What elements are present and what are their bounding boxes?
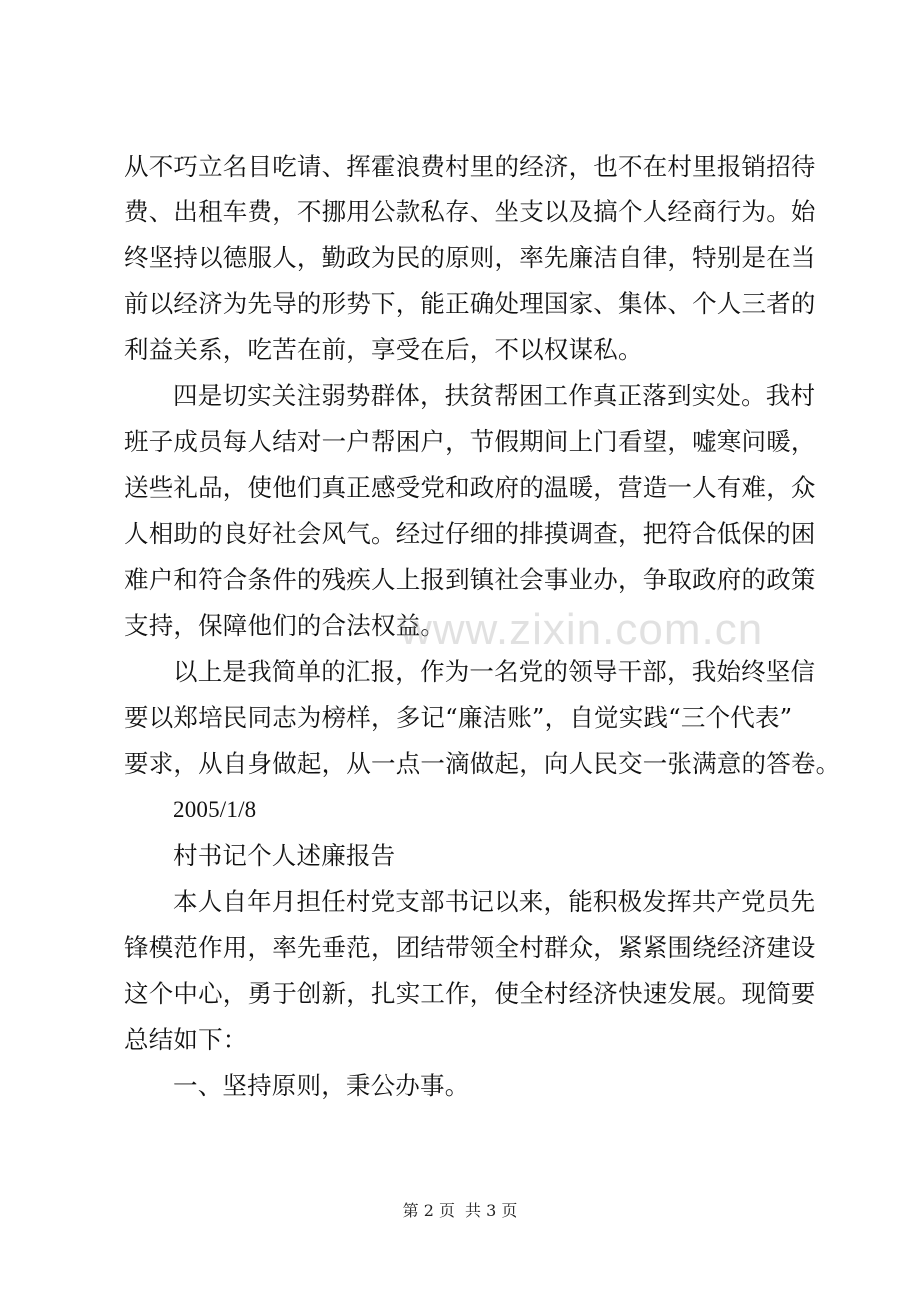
page-footer <box>0 1200 920 1222</box>
text-line: 班子成员每人结对一户帮困户，节假期间上门看望，嘘寒问暖， <box>124 427 816 456</box>
date-line: 2005/1/8 <box>173 797 257 822</box>
report-title: 村书记个人述廉报告 <box>173 841 396 870</box>
paragraph-start-line: 以上是我简单的汇报，作为一名党的领导干部，我始终坚信 <box>173 657 816 686</box>
text-line: 费、出租车费，不挪用公款私存、坐支以及搞个人经商行为。始 <box>124 197 816 226</box>
paragraph-start-line: 四是切实关注弱势群体，扶贫帮困工作真正落到实处。我村 <box>173 381 816 410</box>
text-line: 总结如下： <box>124 1025 248 1054</box>
text-line: 送些礼品，使他们真正感受党和政府的温暖，营造一人有难，众 <box>124 473 816 502</box>
text-line: 难户和符合条件的残疾人上报到镇社会事业办，争取政府的政策 <box>124 565 816 594</box>
watermark: www.zixin.com.cn <box>400 605 764 654</box>
text-line: 支持，保障他们的合法权益。 <box>124 611 446 640</box>
text-line: 要以郑培民同志为榜样，多记“廉洁账”，自觉实践“三个代表” <box>124 703 793 732</box>
text-line: 锋模范作用，率先垂范，团结带领全村群众，紧紧围绕经济建设 <box>124 933 816 962</box>
text-line: 从不巧立名目吃请、挥霍浪费村里的经济，也不在村里报销招待 <box>124 152 816 181</box>
text-line: 终坚持以德服人，勤政为民的原则，率先廉洁自律，特别是在当 <box>124 243 816 272</box>
section-heading: 一、坚持原则，秉公办事。 <box>173 1071 470 1100</box>
text-line: 利益关系，吃苦在前，享受在后，不以权谋私。 <box>124 335 643 364</box>
text-line: 人相助的良好社会风气。经过仔细的排摸调查，把符合低保的困 <box>124 519 816 548</box>
text-line: 前以经济为先导的形势下，能正确处理国家、集体、个人三者的 <box>124 289 816 318</box>
text-line: 这个中心，勇于创新，扎实工作，使全村经济快速发展。现简要 <box>124 979 816 1008</box>
paragraph-start-line: 本人自年月担任村党支部书记以来，能积极发挥共产党员先 <box>173 887 816 916</box>
text-line: 要求，从自身做起，从一点一滴做起，向人民交一张满意的答卷。 <box>124 749 841 778</box>
page-number: 第 2 页 <box>402 1201 455 1220</box>
page-total: 共 3 页 <box>465 1201 518 1220</box>
